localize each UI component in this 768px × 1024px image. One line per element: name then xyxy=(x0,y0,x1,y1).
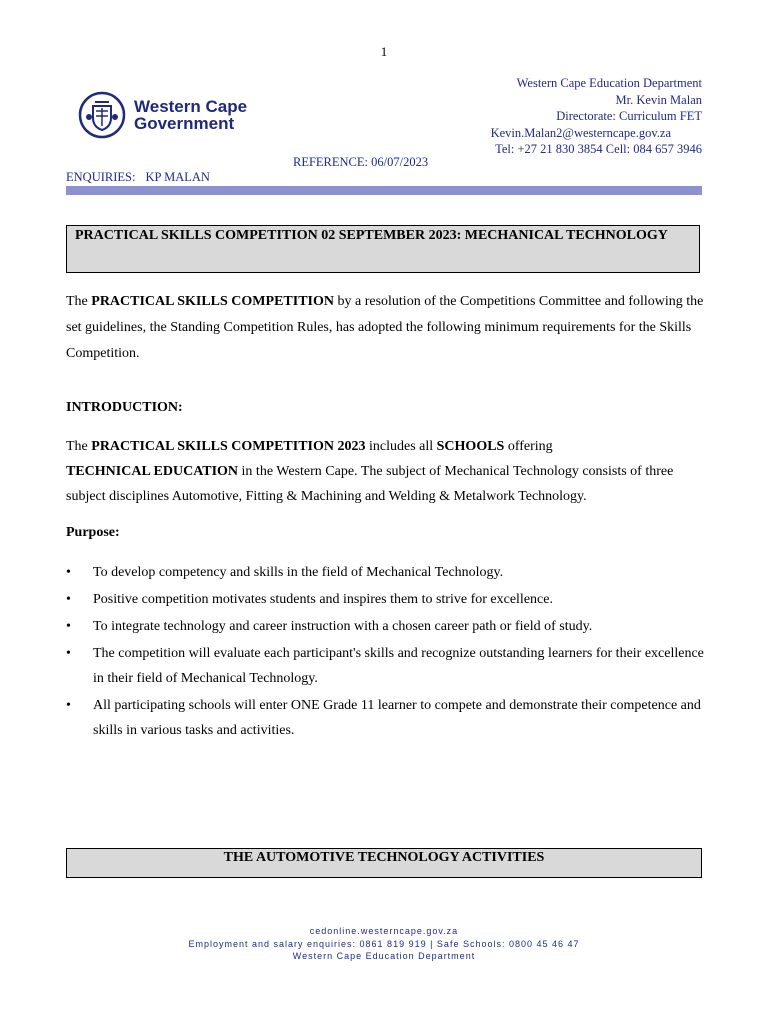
bullet-icon: • xyxy=(66,565,71,580)
list-item: • The competition will evaluate each participant's skills and recognize outstanding learners for their excellence in their field of Mechanical Technology. xyxy=(66,641,706,691)
footer-website[interactable]: cedonline.westerncape.gov.za xyxy=(309,926,459,936)
header-divider xyxy=(66,186,702,195)
footer-department: Western Cape Education Department xyxy=(292,951,476,961)
document-title: PRACTICAL SKILLS COMPETITION 02 SEPTEMBER 2023: MECHANICAL TECHNOLOGY xyxy=(66,225,700,273)
coat-of-arms-icon xyxy=(78,91,126,139)
competition-name: PRACTICAL SKILLS COMPETITION xyxy=(91,294,334,309)
introduction-paragraph: The PRACTICAL SKILLS COMPETITION 2023 includes all SCHOOLS offering TECHNICAL EDUCATION in the Western Cape. The subject of Mechanical Technology consists of three subject disciplines Automotive, Fitting & Machining and Welding & Metalwork Technology. xyxy=(66,439,674,504)
enquiries-label: ENQUIRIES: xyxy=(66,170,136,184)
page-footer xyxy=(0,925,768,963)
list-item: • To develop competency and skills in the field of Mechanical Technology. xyxy=(66,560,706,585)
enquiries-line xyxy=(66,170,210,185)
bullet-icon: • xyxy=(66,619,71,634)
logo-line-1: Western Cape xyxy=(134,97,248,116)
list-item: • All participating schools will enter ONE Grade 11 learner to compete and demonstrate their competence and skills in various tasks and activities. xyxy=(66,693,706,743)
enquiries-value: KP MALAN xyxy=(145,170,210,184)
contact-person: Mr. Kevin Malan xyxy=(615,92,702,107)
list-item: • Positive competition motivates students and inspires them to strive for excellence. xyxy=(66,587,706,612)
opening-paragraph: The PRACTICAL SKILLS COMPETITION by a resolution of the Competitions Committee and following the set guidelines, the Standing Competition Rules, has adopted the following minimum requirements for the Skills Competition. xyxy=(66,294,704,361)
bullet-icon: • xyxy=(66,646,71,661)
bullet-icon: • xyxy=(66,592,71,607)
directorate: Directorate: Curriculum FET xyxy=(556,109,702,123)
introduction-heading: INTRODUCTION: xyxy=(66,400,183,415)
section-heading-automotive: THE AUTOMOTIVE TECHNOLOGY ACTIVITIES xyxy=(66,848,702,878)
department-name: Western Cape Education Department xyxy=(516,76,702,90)
logo-line-2: Government xyxy=(134,114,235,133)
contact-email[interactable]: Kevin.Malan2@westerncape.gov.za xyxy=(490,125,671,140)
page-number: 1 xyxy=(380,44,388,59)
purpose-list xyxy=(66,560,706,745)
purpose-heading: Purpose: xyxy=(66,525,120,540)
department-contact-block xyxy=(491,75,702,158)
list-item: • To integrate technology and career instruction with a chosen career path or field of study. xyxy=(66,614,706,639)
bullet-icon: • xyxy=(66,698,71,713)
reference-number: REFERENCE: 06/07/2023 xyxy=(293,155,429,169)
contact-phone: Tel: +27 21 830 3854 Cell: 084 657 3946 xyxy=(495,142,702,156)
footer-contacts: Employment and salary enquiries: 0861 819 919 | Safe Schools: 0800 45 46 47 xyxy=(188,938,580,949)
government-logo xyxy=(78,91,247,139)
